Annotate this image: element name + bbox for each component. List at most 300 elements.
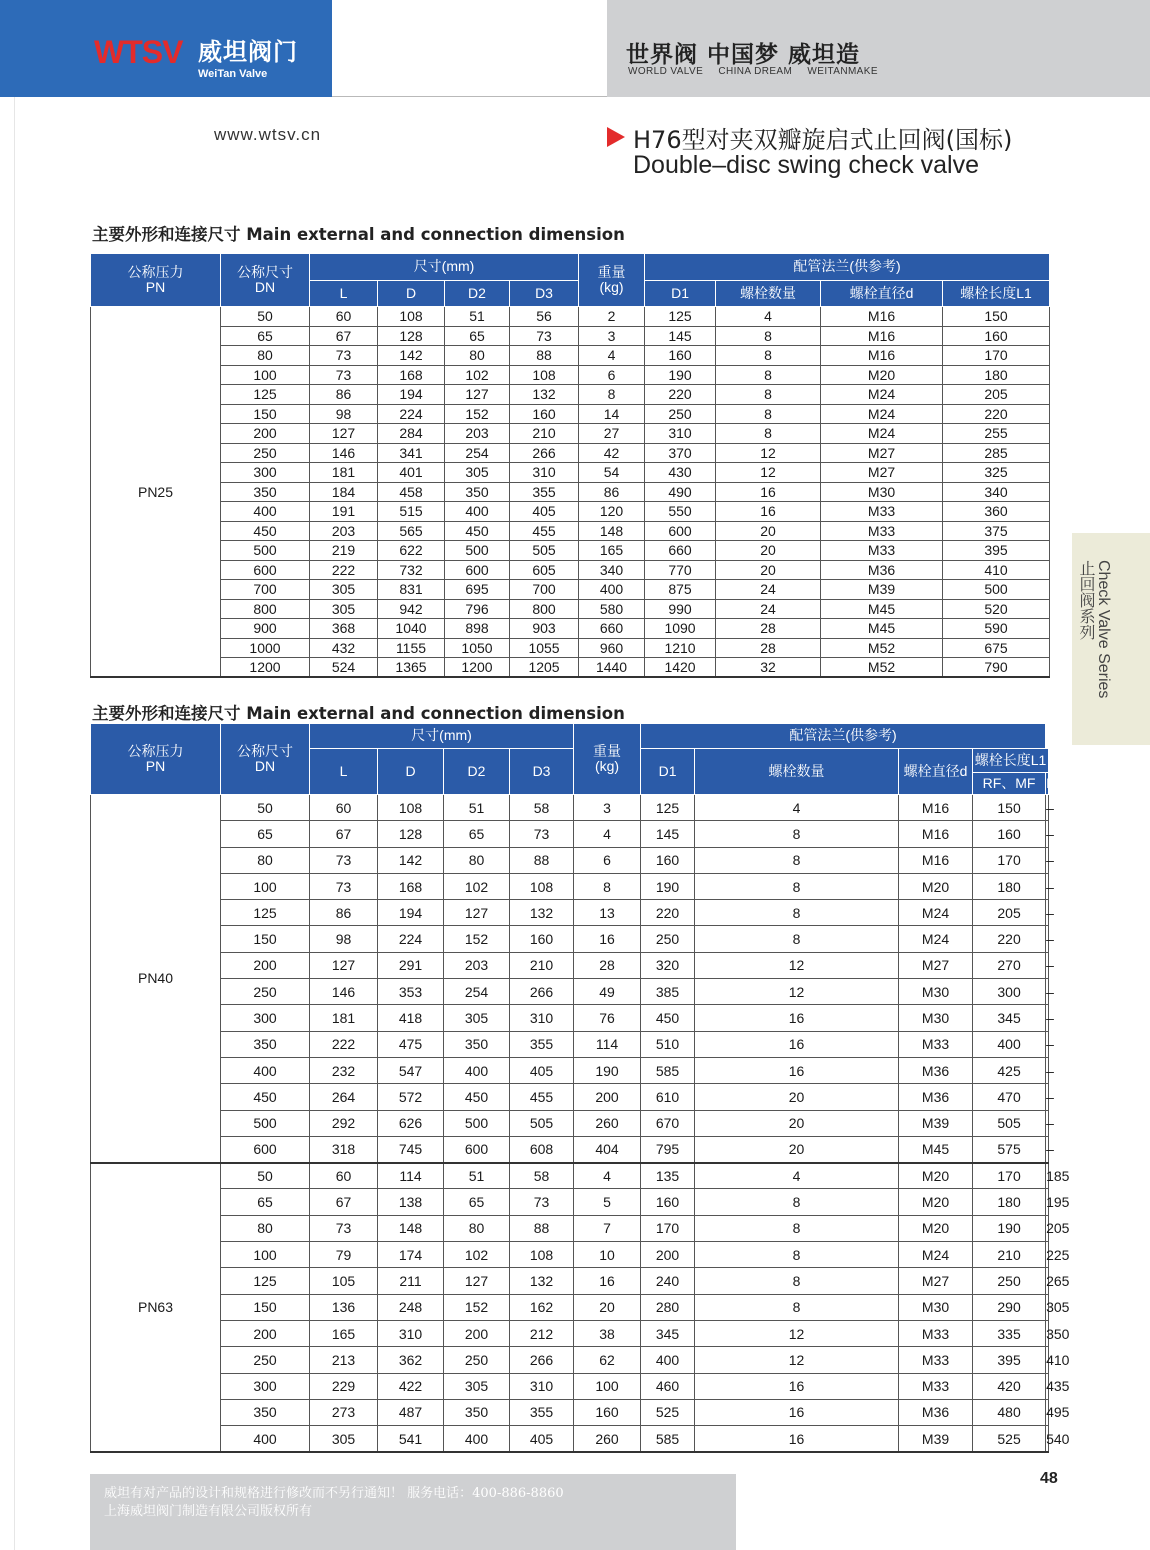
table-cell: 395 bbox=[973, 1347, 1046, 1373]
table-cell: M45 bbox=[821, 599, 943, 619]
table-row bbox=[91, 1294, 1049, 1320]
table-cell: 500 bbox=[221, 1110, 310, 1136]
header-divider bbox=[332, 96, 607, 97]
table-cell: 73 bbox=[310, 873, 378, 899]
table-row bbox=[91, 795, 1049, 821]
table-cell: 418 bbox=[378, 1005, 444, 1031]
table-cell: 3 bbox=[579, 326, 645, 346]
table-cell: 1000 bbox=[221, 638, 310, 658]
table-row bbox=[91, 926, 1049, 952]
table-cell: 98 bbox=[310, 926, 378, 952]
table-cell: 1205 bbox=[510, 658, 579, 678]
brand-mark: WTSV bbox=[94, 34, 183, 70]
table-cell: 16 bbox=[695, 1031, 899, 1057]
table-cell: 62 bbox=[574, 1347, 641, 1373]
table-cell: M52 bbox=[821, 658, 943, 678]
table-cell: M16 bbox=[821, 326, 943, 346]
table-cell: 181 bbox=[310, 1005, 378, 1031]
table-cell: 305 bbox=[1046, 1294, 1049, 1320]
table-cell: 184 bbox=[310, 482, 378, 502]
table-cell: 1050 bbox=[445, 638, 510, 658]
table-cell: 565 bbox=[378, 521, 445, 541]
table-cell: 370 bbox=[645, 443, 716, 463]
table-cell: M24 bbox=[899, 1242, 973, 1268]
table-cell: 38 bbox=[574, 1320, 641, 1346]
table-cell: 12 bbox=[695, 979, 899, 1005]
table-cell: 248 bbox=[378, 1294, 444, 1320]
table-cell: 148 bbox=[579, 521, 645, 541]
col-header-size: 尺寸(mm) bbox=[310, 724, 574, 749]
table-cell: 400 bbox=[445, 502, 510, 522]
table-cell: 160 bbox=[574, 1399, 641, 1425]
table-cell: 305 bbox=[310, 1426, 378, 1452]
table-row bbox=[91, 619, 1050, 639]
table-cell: 108 bbox=[510, 365, 579, 385]
title-arrow-icon bbox=[607, 127, 625, 147]
table-cell: 400 bbox=[444, 1057, 510, 1083]
table-cell: 100 bbox=[221, 365, 310, 385]
col-header-D: D bbox=[378, 749, 444, 795]
website-link[interactable]: www.wtsv.cn bbox=[214, 125, 322, 144]
table-cell: M45 bbox=[821, 619, 943, 639]
table-cell: 395 bbox=[943, 541, 1050, 561]
table-cell: 24 bbox=[716, 599, 821, 619]
table-cell: 8 bbox=[716, 346, 821, 366]
table-cell: 350 bbox=[445, 482, 510, 502]
table-cell: 264 bbox=[310, 1084, 378, 1110]
table-cell: 27 bbox=[579, 424, 645, 444]
table-row bbox=[91, 599, 1050, 619]
table-cell: 28 bbox=[716, 619, 821, 639]
table-cell: 211 bbox=[378, 1268, 444, 1294]
table-cell: 12 bbox=[716, 463, 821, 483]
table-row bbox=[91, 580, 1050, 600]
table-cell: 150 bbox=[221, 404, 310, 424]
table-cell: M27 bbox=[899, 1268, 973, 1294]
table-cell: 585 bbox=[641, 1426, 695, 1452]
table-cell: 20 bbox=[695, 1084, 899, 1110]
table-cell: 400 bbox=[221, 502, 310, 522]
table-cell: 487 bbox=[378, 1399, 444, 1425]
table-row bbox=[91, 1189, 1049, 1215]
table-cell: 831 bbox=[378, 580, 445, 600]
slogan-en-3: WEITANMAKE bbox=[807, 66, 878, 77]
table-cell: 525 bbox=[973, 1426, 1046, 1452]
table-cell: 404 bbox=[574, 1136, 641, 1162]
table-row bbox=[91, 521, 1050, 541]
table-cell: 368 bbox=[310, 619, 378, 639]
table-cell: 400 bbox=[641, 1347, 695, 1373]
table-row bbox=[91, 847, 1049, 873]
table-cell: 73 bbox=[310, 365, 378, 385]
col-header-size: 尺寸(mm) bbox=[310, 254, 579, 281]
table-cell: 219 bbox=[310, 541, 378, 561]
table-cell: 1210 bbox=[645, 638, 716, 658]
table-cell: 300 bbox=[973, 979, 1046, 1005]
table-cell: 76 bbox=[574, 1005, 641, 1031]
table-cell: 8 bbox=[695, 821, 899, 847]
table-cell: 360 bbox=[943, 502, 1050, 522]
table-cell: 100 bbox=[574, 1373, 641, 1399]
table-cell: – bbox=[1046, 795, 1049, 821]
table-cell: 254 bbox=[445, 443, 510, 463]
table-cell: 28 bbox=[574, 952, 641, 978]
table-row bbox=[91, 463, 1050, 483]
table-cell: 250 bbox=[221, 1347, 310, 1373]
table-cell: 142 bbox=[378, 847, 444, 873]
table-row bbox=[91, 1426, 1049, 1452]
table-cell: 165 bbox=[310, 1320, 378, 1346]
table-cell: 385 bbox=[641, 979, 695, 1005]
table-cell: 194 bbox=[378, 900, 444, 926]
table-cell: 550 bbox=[645, 502, 716, 522]
table-cell: M30 bbox=[899, 979, 973, 1005]
table-cell: 8 bbox=[716, 424, 821, 444]
table-cell: 108 bbox=[510, 1242, 574, 1268]
table-cell: 148 bbox=[378, 1215, 444, 1241]
table-cell: 572 bbox=[378, 1084, 444, 1110]
table-cell: 8 bbox=[695, 926, 899, 952]
table-cell: 270 bbox=[973, 952, 1046, 978]
table-row bbox=[91, 482, 1050, 502]
table-row bbox=[91, 873, 1049, 899]
col-header-rf-mf: RF、MF bbox=[973, 773, 1046, 795]
table-cell: 475 bbox=[378, 1031, 444, 1057]
table-cell: 145 bbox=[645, 326, 716, 346]
table-cell: 80 bbox=[221, 847, 310, 873]
table-cell: 600 bbox=[444, 1136, 510, 1162]
table-cell: 73 bbox=[310, 1215, 378, 1241]
table-cell: 200 bbox=[641, 1242, 695, 1268]
table-cell: M33 bbox=[899, 1031, 973, 1057]
col-header-D: D bbox=[378, 281, 445, 307]
table-cell: 400 bbox=[221, 1426, 310, 1452]
slogan-en-2: CHINA DREAM bbox=[718, 66, 793, 77]
table-cell: 168 bbox=[378, 873, 444, 899]
table-cell: M39 bbox=[821, 580, 943, 600]
table-cell: 136 bbox=[310, 1294, 378, 1320]
table-cell: 450 bbox=[445, 521, 510, 541]
table-cell: 190 bbox=[973, 1215, 1046, 1241]
table-row bbox=[91, 560, 1050, 580]
table-cell: 80 bbox=[221, 346, 310, 366]
table-cell: 20 bbox=[695, 1110, 899, 1136]
table-cell: M16 bbox=[899, 795, 973, 821]
table-cell: M30 bbox=[821, 482, 943, 502]
table-cell: 875 bbox=[645, 580, 716, 600]
table-row bbox=[91, 541, 1050, 561]
table-cell: 65 bbox=[221, 1189, 310, 1215]
table-cell: 160 bbox=[641, 847, 695, 873]
table-cell: 51 bbox=[444, 1163, 510, 1189]
table-cell: 220 bbox=[641, 900, 695, 926]
table-cell: 145 bbox=[641, 821, 695, 847]
table-cell: 67 bbox=[310, 326, 378, 346]
table-cell: 4 bbox=[574, 1163, 641, 1189]
table-cell: M16 bbox=[821, 307, 943, 327]
table-row bbox=[91, 1347, 1049, 1373]
table-cell: 12 bbox=[695, 1347, 899, 1373]
table-cell: 800 bbox=[510, 599, 579, 619]
table-cell: 541 bbox=[378, 1426, 444, 1452]
table-cell: 210 bbox=[510, 424, 579, 444]
table-cell: 1200 bbox=[221, 658, 310, 678]
table-cell: 88 bbox=[510, 1215, 574, 1241]
table-cell: 300 bbox=[221, 463, 310, 483]
table-cell: 125 bbox=[645, 307, 716, 327]
table-cell: 127 bbox=[444, 1268, 510, 1294]
col-header-pn: 公称压力 PN bbox=[91, 724, 221, 795]
col-header-dn: 公称尺寸 DN bbox=[221, 724, 310, 795]
table-cell: M27 bbox=[821, 443, 943, 463]
table-cell: 1155 bbox=[378, 638, 445, 658]
table-cell: 460 bbox=[641, 1373, 695, 1399]
table-cell: M20 bbox=[821, 365, 943, 385]
table-cell: 191 bbox=[310, 502, 378, 522]
table-cell: 98 bbox=[310, 404, 378, 424]
table-cell: 20 bbox=[716, 521, 821, 541]
table-cell: 605 bbox=[510, 560, 579, 580]
table-cell: 194 bbox=[378, 385, 445, 405]
table-cell: 510 bbox=[641, 1031, 695, 1057]
col-header-L: L bbox=[310, 749, 378, 795]
table-cell: 114 bbox=[378, 1163, 444, 1189]
table-row bbox=[91, 952, 1049, 978]
table-cell: 73 bbox=[510, 1189, 574, 1215]
table-cell: 515 bbox=[378, 502, 445, 522]
table-cell: 310 bbox=[510, 463, 579, 483]
table-cell: 305 bbox=[444, 1373, 510, 1399]
table-row bbox=[91, 1268, 1049, 1294]
table-cell: 375 bbox=[943, 521, 1050, 541]
table-cell: M30 bbox=[899, 1294, 973, 1320]
table-cell: 146 bbox=[310, 979, 378, 1005]
table-cell: 8 bbox=[695, 900, 899, 926]
table-cell: 250 bbox=[973, 1268, 1046, 1294]
table-cell: 170 bbox=[973, 847, 1046, 873]
table-cell: 20 bbox=[716, 541, 821, 561]
col-header-bolt-qty: 螺栓数量 bbox=[716, 281, 821, 307]
table-cell: 125 bbox=[221, 385, 310, 405]
table-cell: 305 bbox=[310, 580, 378, 600]
table-cell: 8 bbox=[695, 847, 899, 873]
table-row bbox=[91, 443, 1050, 463]
table-cell: 108 bbox=[510, 873, 574, 899]
table-cell: 500 bbox=[221, 541, 310, 561]
table-cell: 350 bbox=[444, 1399, 510, 1425]
table-cell: 86 bbox=[310, 385, 378, 405]
table-cell: 495 bbox=[1046, 1399, 1049, 1425]
table-cell: 626 bbox=[378, 1110, 444, 1136]
table-cell: 220 bbox=[645, 385, 716, 405]
col-header-D2: D2 bbox=[444, 749, 510, 795]
table-cell: 254 bbox=[444, 979, 510, 1005]
table-cell: 470 bbox=[973, 1084, 1046, 1110]
col-header-D1: D1 bbox=[641, 749, 695, 795]
table-cell: 500 bbox=[445, 541, 510, 561]
table-cell: 8 bbox=[716, 365, 821, 385]
col-header-bolt-len: 螺栓长度L1 bbox=[943, 281, 1050, 307]
table-cell: 8 bbox=[695, 1189, 899, 1215]
table-cell: M33 bbox=[821, 502, 943, 522]
table-cell: 160 bbox=[973, 821, 1046, 847]
table-cell: 16 bbox=[695, 1005, 899, 1031]
table-cell: 212 bbox=[510, 1320, 574, 1346]
table-row bbox=[91, 1136, 1049, 1162]
table-cell: 138 bbox=[378, 1189, 444, 1215]
table-row bbox=[91, 638, 1050, 658]
dimension-table-2 bbox=[90, 723, 1072, 1453]
table-cell: 58 bbox=[510, 1163, 574, 1189]
table-cell: 86 bbox=[310, 900, 378, 926]
table-cell: 213 bbox=[310, 1347, 378, 1373]
table-cell: – bbox=[1046, 1031, 1049, 1057]
table-cell: 54 bbox=[579, 463, 645, 483]
table-cell: 86 bbox=[579, 482, 645, 502]
table-cell: 450 bbox=[641, 1005, 695, 1031]
table-cell: 6 bbox=[579, 365, 645, 385]
table-cell: 132 bbox=[510, 385, 579, 405]
table-cell: 3 bbox=[574, 795, 641, 821]
table-cell: 525 bbox=[641, 1399, 695, 1425]
table-cell: – bbox=[1046, 1136, 1049, 1162]
table-cell: 203 bbox=[310, 521, 378, 541]
col-header-D3: D3 bbox=[510, 749, 574, 795]
table-cell: 575 bbox=[973, 1136, 1046, 1162]
table-cell: 305 bbox=[445, 463, 510, 483]
table-cell: – bbox=[1046, 926, 1049, 952]
table-cell: 80 bbox=[444, 1215, 510, 1241]
table-cell: 16 bbox=[574, 926, 641, 952]
col-header-bolt-qty: 螺栓数量 bbox=[695, 749, 899, 795]
table-cell: 16 bbox=[574, 1268, 641, 1294]
table-cell: 280 bbox=[641, 1294, 695, 1320]
footer-notice: 威坦有对产品的设计和规格进行修改而不另行通知！ 服务电话：400-886-8860 bbox=[104, 1486, 564, 1501]
page-title-cn: H76型对夹双瓣旋启式止回阀(国标) bbox=[633, 126, 1013, 154]
table-cell: – bbox=[1046, 1005, 1049, 1031]
table-cell: 450 bbox=[221, 521, 310, 541]
table-cell: 732 bbox=[378, 560, 445, 580]
col-header-weight: 重量 (kg) bbox=[579, 254, 645, 307]
table-cell: 795 bbox=[641, 1136, 695, 1162]
table-cell: 170 bbox=[641, 1215, 695, 1241]
table-row bbox=[91, 1215, 1049, 1241]
table-cell: 220 bbox=[943, 404, 1050, 424]
col-header-D3: D3 bbox=[510, 281, 579, 307]
col-header-bolt-dia: 螺栓直径d bbox=[821, 281, 943, 307]
page-title-en: Double–disc swing check valve bbox=[633, 151, 980, 179]
table-cell: 135 bbox=[641, 1163, 695, 1189]
table-cell: M27 bbox=[899, 952, 973, 978]
table-cell: 203 bbox=[445, 424, 510, 444]
table-cell: 210 bbox=[510, 952, 574, 978]
table-cell: 524 bbox=[310, 658, 378, 678]
table-cell: 8 bbox=[716, 385, 821, 405]
table-cell: 160 bbox=[510, 926, 574, 952]
table-cell: 547 bbox=[378, 1057, 444, 1083]
table-cell: 266 bbox=[510, 443, 579, 463]
table-cell: 200 bbox=[221, 424, 310, 444]
table-cell: 310 bbox=[645, 424, 716, 444]
table-cell: 100 bbox=[221, 1242, 310, 1268]
table-cell: 65 bbox=[221, 821, 310, 847]
table-cell: 127 bbox=[445, 385, 510, 405]
table-cell: 160 bbox=[943, 326, 1050, 346]
table-cell: 350 bbox=[444, 1031, 510, 1057]
table-cell: 292 bbox=[310, 1110, 378, 1136]
table-cell: 400 bbox=[973, 1031, 1046, 1057]
table-cell: 1420 bbox=[645, 658, 716, 678]
table-cell: 105 bbox=[310, 1268, 378, 1294]
table-cell: 540 bbox=[1046, 1426, 1049, 1452]
table-cell: 410 bbox=[1046, 1347, 1049, 1373]
side-tab-cn: 止回阀系列 bbox=[1077, 560, 1094, 640]
col-header-flange: 配管法兰(供参考) bbox=[641, 724, 1046, 749]
table-cell: 800 bbox=[221, 599, 310, 619]
table-cell: 150 bbox=[943, 307, 1050, 327]
table-cell: 229 bbox=[310, 1373, 378, 1399]
table-row bbox=[91, 1399, 1049, 1425]
table-cell: M27 bbox=[821, 463, 943, 483]
table-cell: M16 bbox=[899, 847, 973, 873]
table-cell: 73 bbox=[310, 847, 378, 873]
table-cell: 128 bbox=[378, 821, 444, 847]
table-cell: 310 bbox=[510, 1005, 574, 1031]
table-cell: M20 bbox=[899, 1163, 973, 1189]
table-cell: 420 bbox=[973, 1373, 1046, 1399]
table-cell: 240 bbox=[641, 1268, 695, 1294]
table-cell: M36 bbox=[899, 1399, 973, 1425]
table-cell: 165 bbox=[579, 541, 645, 561]
table-cell: 125 bbox=[221, 900, 310, 926]
table-cell: 168 bbox=[378, 365, 445, 385]
table-cell: 260 bbox=[574, 1426, 641, 1452]
table-cell: 60 bbox=[310, 795, 378, 821]
table-cell: 8 bbox=[716, 326, 821, 346]
col-header-weight: 重量 (kg) bbox=[574, 724, 641, 795]
table-cell: 88 bbox=[510, 847, 574, 873]
table-cell: M20 bbox=[899, 1189, 973, 1215]
table-cell: 353 bbox=[378, 979, 444, 1005]
table-cell: 152 bbox=[444, 926, 510, 952]
col-header-bolt-len: 螺栓长度L1 bbox=[973, 749, 1049, 773]
table-cell: 990 bbox=[645, 599, 716, 619]
table-cell: 50 bbox=[221, 1163, 310, 1189]
table-cell: 942 bbox=[378, 599, 445, 619]
table-cell: M20 bbox=[899, 1215, 973, 1241]
table-cell: 430 bbox=[645, 463, 716, 483]
table-cell: 65 bbox=[221, 326, 310, 346]
table-cell: 450 bbox=[444, 1084, 510, 1110]
table-cell: M24 bbox=[821, 424, 943, 444]
table-row bbox=[91, 365, 1050, 385]
table-cell: M33 bbox=[899, 1347, 973, 1373]
table-cell: 14 bbox=[579, 404, 645, 424]
table-cell: 102 bbox=[445, 365, 510, 385]
table-cell: 224 bbox=[378, 926, 444, 952]
table-cell: 125 bbox=[221, 1268, 310, 1294]
table-cell: 16 bbox=[695, 1373, 899, 1399]
table-cell: 335 bbox=[973, 1320, 1046, 1346]
table-cell: 100 bbox=[221, 873, 310, 899]
pn-group-cell: PN25 bbox=[91, 307, 221, 678]
brand-name-en: WeiTan Valve bbox=[198, 68, 268, 80]
table-cell: 102 bbox=[444, 1242, 510, 1268]
table-cell: 16 bbox=[695, 1399, 899, 1425]
table-cell: 7 bbox=[574, 1215, 641, 1241]
table-cell: 340 bbox=[943, 482, 1050, 502]
table-cell: 79 bbox=[310, 1242, 378, 1268]
